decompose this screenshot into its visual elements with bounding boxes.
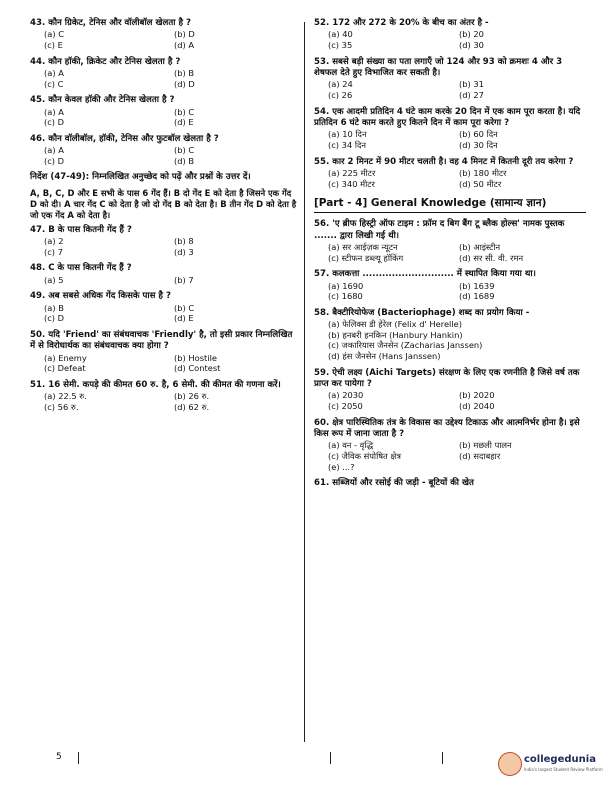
option: (b) आइंस्टीन <box>459 242 501 252</box>
option: (c) D <box>44 313 65 324</box>
option: (b) 180 मीटर <box>459 168 507 178</box>
option: (c) 35 <box>328 40 353 50</box>
options <box>314 168 586 189</box>
passage: A, B, C, D और E सभी के पास 6 गेंद हैं। B दो गेंद E को देता है जिसने एक गेंद D को दी। A चार गेंद C को देता है जो दो गेंद B को देता है। B तीन गेंद D को देता है जो एक गेंद A को देता है। <box>30 187 297 220</box>
option: (c) जैविक संपोषित क्षेत्र <box>328 450 401 461</box>
question-text: 45. कौन केवल हॉकी और टेनिस खेलता है ? <box>30 95 175 106</box>
option: (a) 2030 <box>328 390 364 401</box>
option: (c) Defeat <box>44 363 86 374</box>
option: (a) Enemy <box>44 352 87 363</box>
option: (b) 20 <box>459 29 484 40</box>
question-text: 44. कौन हॉकी, क्रिकेट और टेनिस खेलता है ? <box>30 56 181 67</box>
option: (c) स्टीफन डब्ल्यू हॉकिंग <box>328 252 404 263</box>
question-text: 50. यदि 'Friend' का संबंधवाचक 'Friendly' है, तो इसी प्रकार निम्नलिखित में से विरोधार्थक का संबंधवाचक क्या होगा ? <box>30 329 293 352</box>
option: (d) 1689 <box>459 291 495 302</box>
option: (b) D <box>174 29 195 40</box>
option: (b) 60 दिन <box>459 129 498 140</box>
footer-tick <box>442 752 443 764</box>
option: (d) 2040 <box>459 400 495 411</box>
question-text: 53. सबसे बड़ी संख्या का पता लगाएँ जो 124 और 93 को क्रमशः 4 और 3 शेषफल देते हुए विभाजित कर सकती है। <box>314 56 563 78</box>
option: (c) 26 <box>328 90 353 100</box>
option: (a) 225 मीटर <box>328 168 376 178</box>
option: (c) 7 <box>44 246 63 257</box>
option: (d) 30 <box>459 40 484 50</box>
option: (a) A <box>44 68 64 78</box>
question-text: 59. ऐची लक्ष्य (Aichi Targets) संरक्षण के लिए एक रणनीति है जिसे वर्ष तक प्राप्त कर पायेगा ? <box>314 367 580 389</box>
options <box>314 29 586 50</box>
option: (d) 3 <box>174 246 194 257</box>
student-avatar-icon <box>498 752 522 776</box>
option: (d) E <box>174 117 194 128</box>
option: (c) 1680 <box>328 291 363 302</box>
right-column <box>314 18 586 496</box>
options <box>314 242 586 263</box>
question-55 <box>314 157 586 190</box>
options <box>30 29 300 50</box>
option: (c) E <box>44 40 63 50</box>
option: (b) 31 <box>459 79 484 90</box>
option: (b) मछली पालन <box>459 440 512 451</box>
options <box>314 319 586 361</box>
directions: निर्देश (47-49): निम्नलिखित अनुच्छेद को पढ़ें और प्रश्नों के उत्तर दें। <box>30 172 251 183</box>
footer-tick <box>78 752 79 764</box>
options <box>314 440 586 472</box>
option: (b) C <box>174 145 195 156</box>
option: (a) 2 <box>44 236 64 247</box>
question-58 <box>314 308 586 362</box>
option: (a) सर आईज़क न्यूटन <box>328 242 398 252</box>
option: (a) C <box>44 29 64 40</box>
options <box>314 79 586 100</box>
question-text: 60. क्षेत्र पारिस्थितिक तंत्र के विकास का उद्देश्य टिकाऊ और आत्मनिर्भर होना है। इसे किस रूप में जाना जाता है ? <box>314 417 580 439</box>
option: (c) 56 रु. <box>44 401 79 412</box>
option: (d) D <box>174 78 195 89</box>
option: (d) सर सी. वी. रमन <box>459 252 524 263</box>
question-43 <box>30 18 300 51</box>
option: (a) 24 <box>328 79 353 90</box>
option: (d) 62 रु. <box>174 401 210 412</box>
option: (c) D <box>44 155 65 166</box>
question-61 <box>314 478 586 489</box>
question-49 <box>30 291 300 324</box>
option: (b) Hostile <box>174 352 217 363</box>
option: (b) B <box>174 68 195 78</box>
question-44 <box>30 57 300 90</box>
option: (b) हनबरी हनकिन (Hanbury Hankin) <box>328 329 463 340</box>
question-46 <box>30 134 300 167</box>
question-text: 43. कौन ग्रिकेट, टेनिस और वॉलीबॉल खेलता है ? <box>30 18 192 28</box>
option: (a) फेलिक्स डी हेरेल (Felix d' Herelle) <box>328 319 463 330</box>
question-text: 49. अब सबसे अधिक गेंद किसके पास है ? <box>30 291 171 302</box>
option: (a) A <box>44 106 64 117</box>
option: (b) 7 <box>174 274 194 285</box>
option: (c) D <box>44 117 65 128</box>
option: (a) 10 दिन <box>328 129 367 140</box>
option: (a) वन - वृद्धि <box>328 440 374 451</box>
option: (d) E <box>174 313 194 324</box>
brand-tagline: India's largest Student Review Platform <box>524 767 603 772</box>
option: (d) Contest <box>174 363 221 374</box>
option: (c) 34 दिन <box>328 140 367 150</box>
question-45 <box>30 95 300 128</box>
page-number: 5 <box>56 752 62 762</box>
question-text: 57. कलकत्ता ............................ में स्थापित किया गया था। <box>314 269 536 280</box>
question-60 <box>314 418 586 473</box>
option: (b) 2020 <box>459 390 495 401</box>
options <box>30 303 300 324</box>
option: (b) 1639 <box>459 280 495 291</box>
option: (d) हंस जैनसेन (Hans Janssen) <box>328 350 441 361</box>
options <box>30 275 300 286</box>
options <box>30 236 300 257</box>
question-text: 47. B के पास कितनी गेंद हैं ? <box>30 224 132 235</box>
collegedunia-logo <box>498 750 608 778</box>
question-text: 52. 172 और 272 के 20% के बीच का अंतर है - <box>314 18 489 28</box>
question-48 <box>30 263 300 285</box>
options <box>30 391 300 412</box>
option: (a) A <box>44 145 64 156</box>
question-text: 48. C के पास कितनी गेंद हैं ? <box>30 263 132 274</box>
option: (a) 1690 <box>328 280 364 291</box>
options <box>314 390 586 411</box>
option: (b) C <box>174 106 195 117</box>
option: (d) 27 <box>459 90 484 100</box>
question-text: 58. बैक्टीरियोफेज (Bacteriophage) शब्द का प्रयोग किया - <box>314 307 530 318</box>
question-59 <box>314 368 586 412</box>
option: (b) 26 रु. <box>174 391 210 402</box>
question-text: 56. 'ए ब्रीफ हिस्ट्री ऑफ टाइम : फ्रॉम द बिग बैंग टू ब्लैक होल्स' नामक पुस्तक ....... द्वारा लिखी गई थी। <box>314 219 565 241</box>
option: (d) सदाबहार <box>459 450 501 461</box>
option: (b) 8 <box>174 236 194 247</box>
brand-name: collegedunia <box>524 754 596 765</box>
question-text: 54. एक आदमी प्रतिदिन 4 घंटे काम करके 20 दिन में एक काम पूरा करता है। यदि प्रतिदिन 6 घंटे काम करते हुए कितने दिन में काम पूरा करेगा ? <box>314 106 581 128</box>
question-text: 51. 16 सेमी. कपड़े की कीमत 60 रु. है, 6 सेमी. की कीमत की गणना करें। <box>30 379 281 390</box>
option: (d) 30 दिन <box>459 140 498 150</box>
question-53 <box>314 57 586 101</box>
question-text: 61. सब्जियों और रसोई की जड़ी - बूटियों की खेत <box>314 478 474 489</box>
option: (c) C <box>44 78 64 89</box>
option: (a) 40 <box>328 29 353 40</box>
option: (e) ...? <box>328 461 355 472</box>
question-text: 46. कौन वॉलीबॉल, हॉकी, टेनिस और फुटबॉल खेलता है ? <box>30 133 219 144</box>
option: (b) C <box>174 302 195 313</box>
option: (d) B <box>174 155 195 166</box>
question-56 <box>314 219 586 263</box>
question-50 <box>30 330 300 374</box>
option: (c) जकारियास जैनसेन (Zacharias Janssen) <box>328 340 483 351</box>
section-heading: [Part - 4] General Knowledge (सामान्य ज्ञान) <box>314 197 586 213</box>
question-52 <box>314 18 586 51</box>
column-divider <box>304 22 305 742</box>
question-57 <box>314 269 586 302</box>
footer-tick <box>330 752 331 764</box>
option: (c) 2050 <box>328 400 363 411</box>
options <box>314 129 586 150</box>
options <box>314 281 586 302</box>
option: (a) 5 <box>44 274 64 285</box>
question-54 <box>314 107 586 151</box>
option: (c) 340 मीटर <box>328 178 375 189</box>
options <box>30 145 300 166</box>
question-text: 55. कार 2 मिनट में 90 मीटर चलती है। वह 4 मिनट में कितनी दूरी तय करेगा ? <box>314 156 574 167</box>
question-47 <box>30 225 300 258</box>
question-51 <box>30 380 300 413</box>
option: (d) 50 मीटर <box>459 178 502 189</box>
options <box>30 107 300 128</box>
options <box>30 68 300 89</box>
option: (a) B <box>44 302 64 313</box>
options <box>30 353 300 374</box>
left-column <box>30 18 300 419</box>
option: (d) A <box>174 40 195 50</box>
option: (a) 22.5 रु. <box>44 391 87 402</box>
